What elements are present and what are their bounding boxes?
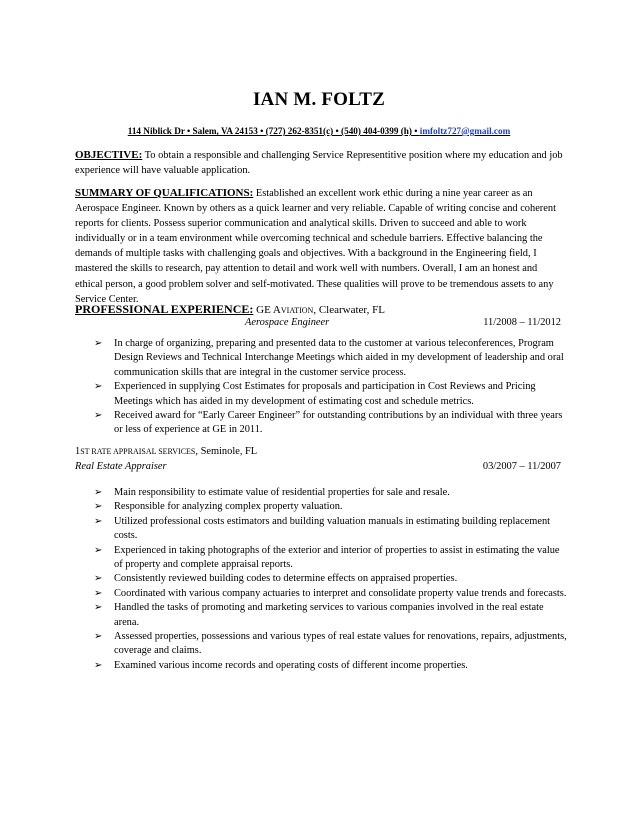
contact-line (0, 126, 638, 136)
list-item: ➢ Assessed properties, possessions and various types of real estate values for renovations, repairs, adjustments, coverage and claims. (94, 631, 567, 657)
candidate-name: IAN M. FOLTZ (252, 89, 386, 110)
arrow-bullet-icon: ➢ (94, 515, 103, 527)
arrow-bullet-icon: ➢ (94, 487, 103, 498)
arrow-bullet-icon: ➢ (94, 573, 103, 585)
job2-company-row (75, 446, 565, 457)
job2-company-b: ST RATE APPRAISAL SERVICES (80, 447, 196, 456)
list-item: ➢ Utilized professional costs estimators and building valuation manuals in estimating building replacement costs. (94, 515, 551, 542)
job1-location: , Clearwater, FL (313, 304, 385, 316)
list-item: ➢ Main responsibility to estimate value of residential properties for sale and resale. (94, 486, 568, 500)
objective-label: OBJECTIVE: (75, 149, 143, 161)
job2-title: Real Estate Appraiser (75, 461, 167, 472)
arrow-bullet-icon: ➢ (94, 602, 103, 614)
list-item: ➢ Experienced in supplying Cost Estimates for proposals and participation in Cost Reviews and Pricing Meetings which has aided in my development of estimating cost and schedule metrics. (94, 381, 536, 407)
list-item: ➢ Examined various income records and operating costs of different income properties. (94, 659, 568, 673)
list-item: ➢ Received award for “Early Career Engineer” for outstanding contributions by an individual with three years or less of experience at GE in 2011. (94, 410, 563, 436)
experience-label: PROFESSIONAL EXPERIENCE: (75, 302, 254, 316)
arrow-bullet-icon: ➢ (94, 631, 103, 643)
list-item: ➢ Consistently reviewed building codes to determine effects on appraised properties. (94, 572, 568, 586)
job1-dates: 11/2008 – 11/2012 (483, 317, 561, 328)
email-link[interactable]: imfoltz727@gmail.com (419, 126, 511, 136)
arrow-bullet-icon: ➢ (94, 381, 103, 393)
job2-company-a: 1 (75, 446, 81, 457)
list-item: ➢ Responsible for analyzing complex property valuation. (94, 500, 568, 514)
summary-label: SUMMARY OF QUALIFICATIONS: (75, 187, 254, 199)
arrow-bullet-icon: ➢ (94, 501, 103, 513)
objective-section (75, 148, 565, 178)
arrow-bullet-icon: ➢ (94, 587, 103, 599)
job1-company-a: GE A (253, 304, 281, 316)
experience-heading (75, 302, 565, 317)
job2-bullets (94, 486, 568, 673)
list-item: ➢ Coordinated with various company actuaries to interpret and consolidate property value trends and forecasts. (94, 587, 568, 601)
arrow-bullet-icon: ➢ (94, 338, 103, 349)
objective-text: To obtain a responsible and challenging Service Representitive position where my education and job experience will have valuable application. (75, 150, 563, 177)
list-item: ➢ In charge of organizing, preparing and presented data to the customer at various teleconferences, Program Design Reviews and Technical Interchange Meetings which aided in my development of leadership and oral communication skills that are integral in the customer service process. (94, 338, 564, 378)
summary-section (75, 186, 565, 307)
arrow-bullet-icon: ➢ (94, 544, 103, 556)
contact-details: 114 Niblick Dr • Salem, VA 24153 • (727) 262-8351(c) • (540) 404-0399 (h) • (127, 126, 420, 136)
job1-title: Aerospace Engineer (245, 317, 330, 328)
list-item: ➢ Experienced in taking photographs of the exterior and interior of properties to assist in estimating the value of property and complete appraisal reports. (94, 544, 560, 571)
job2-dates: 03/2007 – 11/2007 (482, 461, 561, 472)
arrow-bullet-icon: ➢ (94, 659, 103, 671)
job1-bullets (94, 337, 568, 438)
list-item: ➢ Handled the tasks of promoting and marketing services to various companies involved in the real estate arena. (94, 602, 544, 628)
job1-company-b: VIATION (280, 306, 314, 315)
job2-location: , Seminole, FL (195, 446, 258, 457)
job2-title-row (75, 461, 565, 472)
arrow-bullet-icon: ➢ (94, 410, 103, 422)
summary-text: Established an excellent work ethic during a nine year career as an Aerospace Engineer. Known by others as a quick learner and very reliable. Capable of writing concise and coherent reports for clients. Possess superior communication and analytical skills. Driven to succeed and able to work individually or in a team environment while overcoming technical and schedule barriers. Effective balancing the demands of multiple tasks with challenging goals and objectives. With a background in the Engineering field, I mastered the skills to research, pay attention to detail and work well with numbers. Overall, I am an honest and ethical person, a good problem solver and self-motivated. These qualities will prove to be tremendous assets to any Service Center. (75, 188, 556, 305)
